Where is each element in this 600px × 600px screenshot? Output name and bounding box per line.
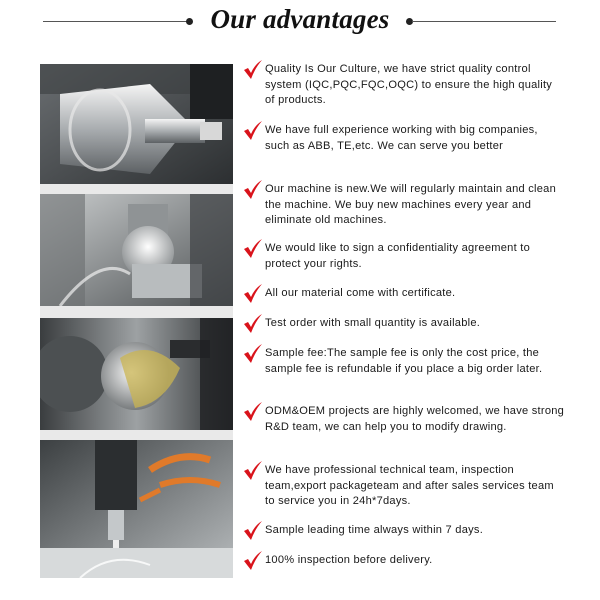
advantage-text: All our material come with certificate.: [265, 287, 456, 299]
lathe-coolant-photo: [40, 318, 233, 430]
advantage-text: Sample fee:The sample fee is only the cost price, the sample fee is refundable if you place a big order later.: [265, 347, 543, 375]
red-checkmark-icon: [243, 239, 263, 259]
red-checkmark-icon: [243, 344, 263, 364]
red-checkmark-icon: [243, 461, 263, 481]
red-checkmark-icon: [243, 521, 263, 541]
advantage-text: We have professional technical team, inspection team,export packageteam and after sales services team to service you in 24h*7days.: [265, 464, 554, 508]
advantage-text: We have full experience working with big companies, such as ABB, TE,etc. We can serve you better: [265, 124, 538, 152]
advantage-text: Sample leading time always within 7 days.: [265, 524, 484, 536]
red-checkmark-icon: [243, 60, 263, 80]
red-checkmark-icon: [243, 284, 263, 304]
advantage-text: ODM&OEM projects are highly welcomed, we have strong R&D team, we can help you to modify drawing.: [265, 405, 565, 433]
red-checkmark-icon: [243, 314, 263, 334]
advantage-text: Our machine is new.We will regularly maintain and clean the machine. We buy new machines every year and eliminate old machines.: [265, 183, 557, 227]
advantage-text: Test order with small quantity is available.: [265, 317, 481, 329]
red-checkmark-icon: [243, 402, 263, 422]
red-checkmark-icon: [243, 180, 263, 200]
tool-holder-photo: [40, 64, 233, 184]
milling-machine-photo: [40, 194, 233, 306]
advantage-text: We would like to sign a confidentiality agreement to protect your rights.: [265, 242, 531, 270]
red-checkmark-icon: [243, 551, 263, 571]
red-checkmark-icon: [243, 121, 263, 141]
page-title: Our advantages: [210, 4, 390, 34]
cnc-spindle-photo: [40, 440, 233, 578]
header-divider-right: [412, 21, 556, 22]
header: [0, 0, 600, 50]
advantage-text: Quality Is Our Culture, we have strict quality control system (IQC,PQC,FQC,OQC) to ensure the high quality of products.: [265, 63, 553, 107]
machining-photo-column: [40, 64, 233, 578]
advantage-text: 100% inspection before delivery.: [265, 554, 433, 566]
